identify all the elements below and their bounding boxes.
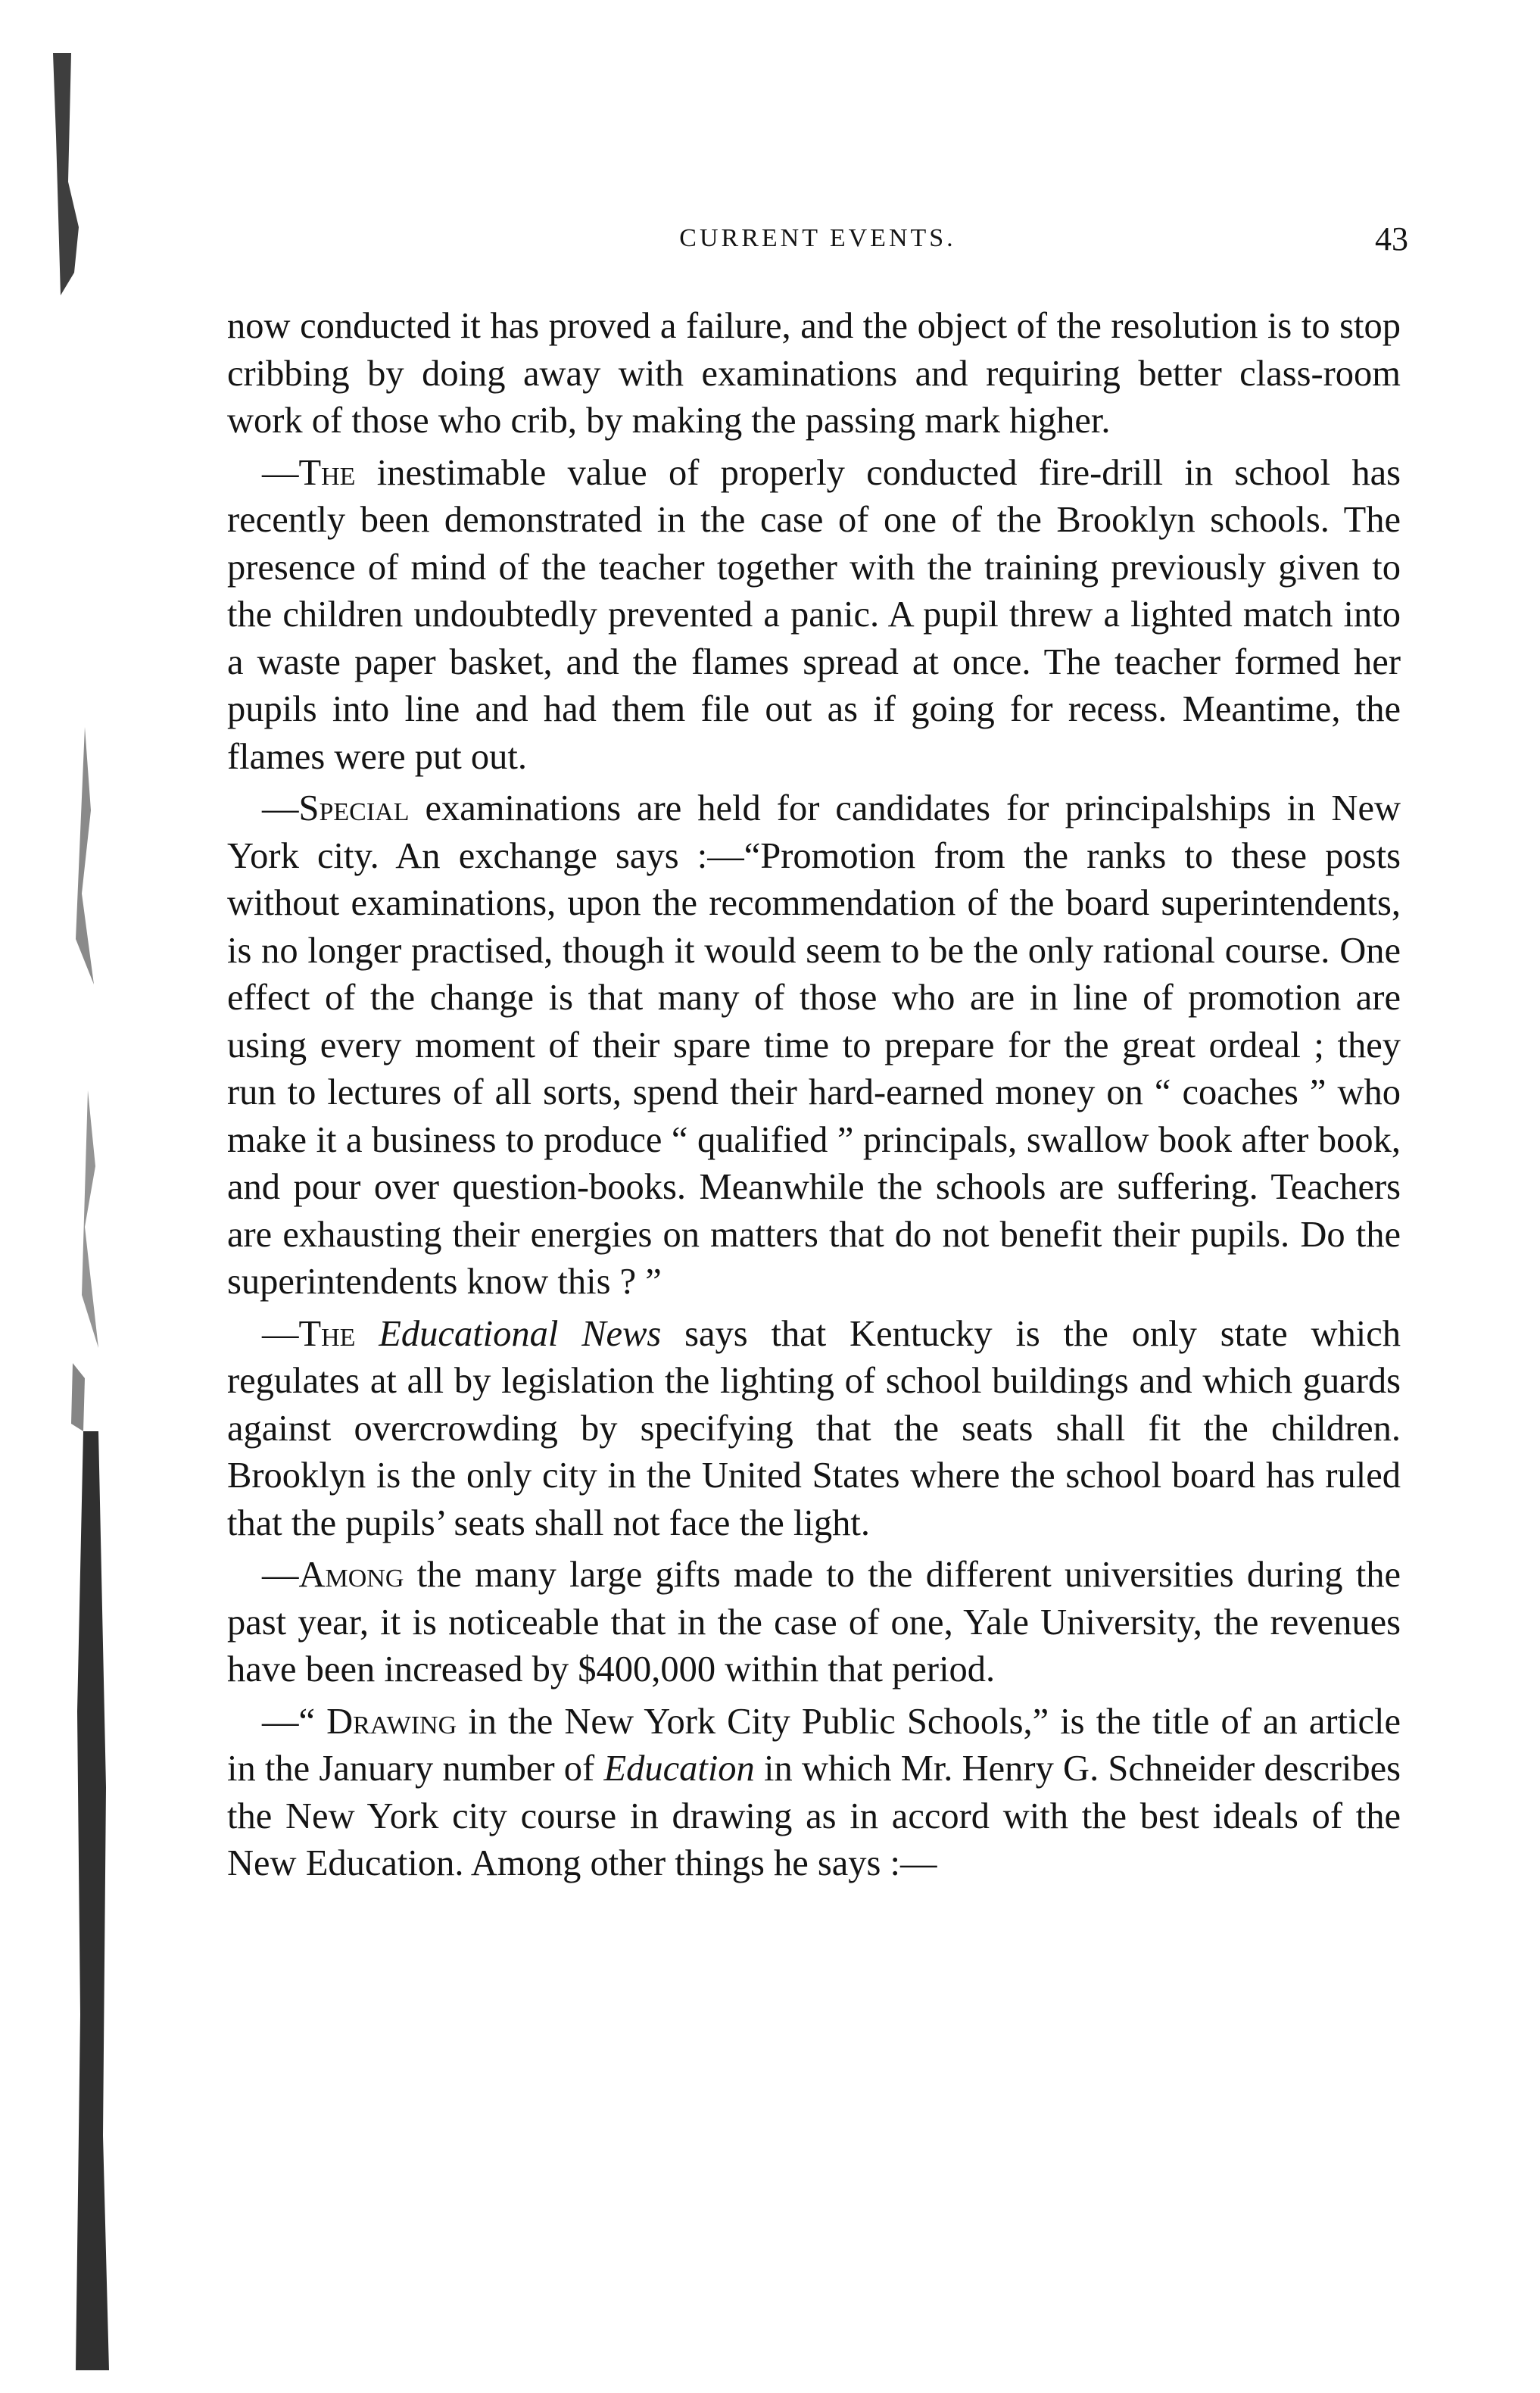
paragraph-lead: —The [262, 1313, 356, 1354]
paragraph-lead: —Among [262, 1555, 404, 1595]
paragraph-text: now conducted it has proved a failure, and the object of the resolution is to stop cribbing by doing away with examinations and requiring better class-room work of those who crib, by making the passing mark higher. [227, 306, 1401, 441]
paragraph-drawing [227, 1699, 1401, 1888]
paragraph-text: examinations are held for candidates for principalships in New York city. An exchange says :—“Promotion from the ranks to these posts without examinations, upon the recommendation of the board superintendents, is no longer practised, though it would seem to be the only rational course. One effect of the change is that many of those who are in line of promotion are using every moment of their spare time to prepare for the great ordeal ; they run to lectures of all sorts, spend their hard-earned money on “ coaches ” who make it a business to produce “ qualified ” principals, swallow book after book, and pour over question-books. Meanwhile the schools are suffering. Teachers are exhausting their energies on matters that do not benefit their pupils. Do the superintendents know this ? ” [227, 788, 1401, 1302]
page-header [227, 220, 1408, 265]
binding-gutter-shadow [45, 45, 151, 2378]
paragraph-text: says that Kentucky is the only state which regulates at all by legislation the lighting of school buildings and which guards against overcrowding by specifying that the seats shall fit the children. Brooklyn is the only city in the United States where the school board has ruled that the pupils’ seats shall not face the light. [227, 1313, 1401, 1543]
paragraph-text: in which Mr. Henry G. Schneider describes the New York city course in drawing as in accord with the best ideals of the New Education. Among other things he says :— [227, 1749, 1401, 1883]
publication-title: Educational News [379, 1313, 662, 1354]
paragraph-text: inestimable value of properly conducted fire-drill in school has recently been demonstrated in the case of one of the Brooklyn schools. The presence of mind of the teacher together with the training previously given to the children undoubtedly prevented a panic. A pupil threw a lighted match into a waste paper basket, and the flames spread at once. The teacher formed her pupils into line and had them file out as if going for recess. Meantime, the flames were put out. [227, 452, 1401, 777]
running-head: CURRENT EVENTS. [679, 224, 956, 252]
paragraph-educational-news [227, 1311, 1401, 1548]
paragraph-lead: —Special [262, 788, 410, 828]
paragraph-fire-drill [227, 450, 1401, 782]
paragraph-university-gifts [227, 1552, 1401, 1694]
paragraph-text: the many large gifts made to the different universities during the past year, it is noticeable that in the case of one, Yale University, the revenues have been increased by $400,000 within that period. [227, 1555, 1401, 1689]
paragraph-lead: —“ Drawing [262, 1701, 457, 1742]
paragraph-lead: —The [262, 452, 356, 493]
paragraph-special-examinations [227, 785, 1401, 1306]
paragraph-text-before-title: in the New York City Public Schools,” is the title of an article in the January number of [227, 1701, 1401, 1789]
article-body [227, 303, 1401, 1892]
page-number: 43 [1375, 220, 1408, 257]
paragraph-continuation [227, 303, 1401, 445]
publication-title: Education [603, 1749, 755, 1789]
